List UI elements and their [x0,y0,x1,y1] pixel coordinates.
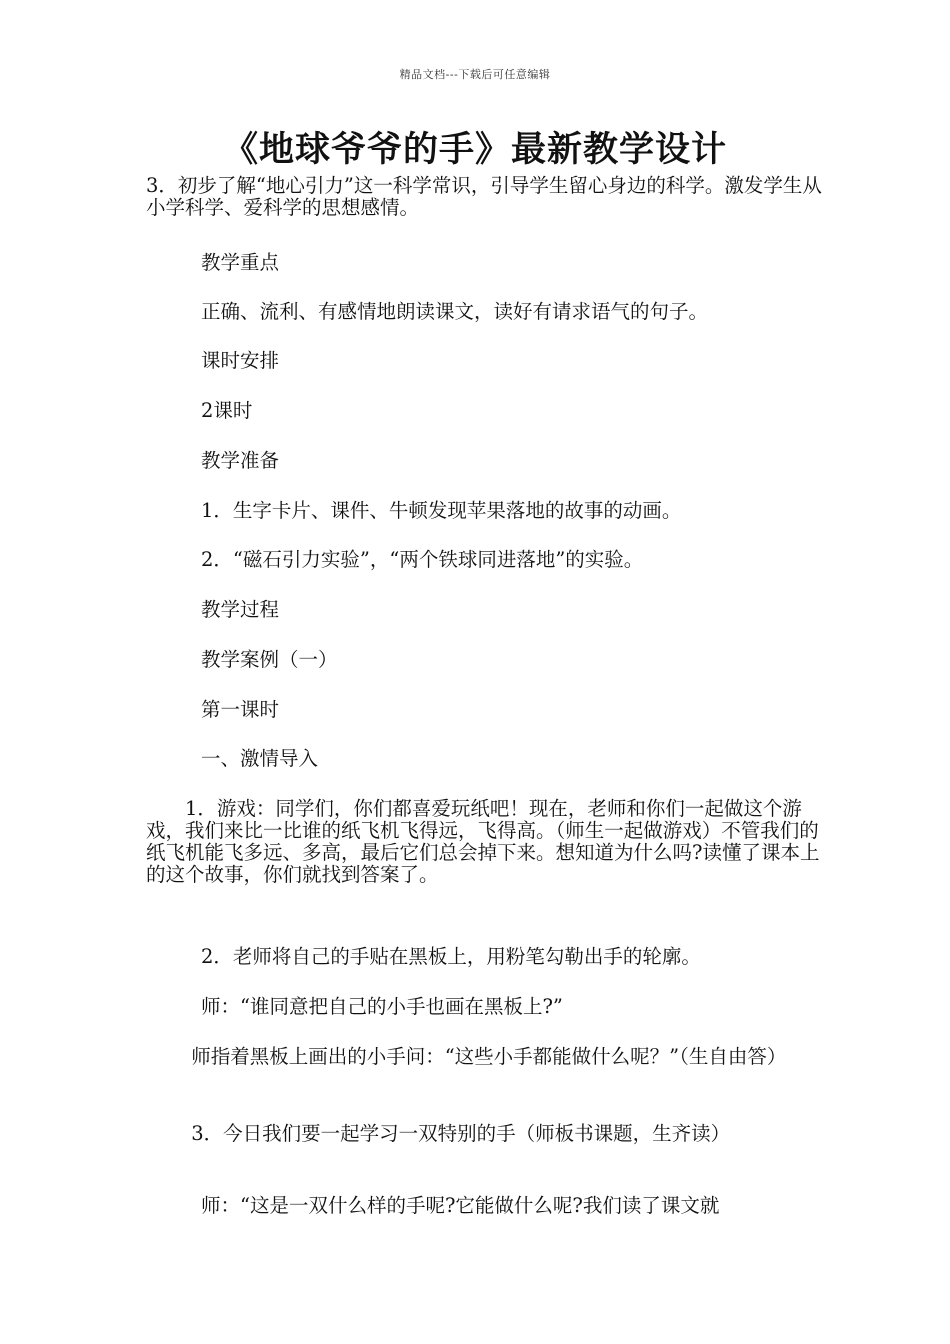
paragraph-preparation-1: 1．生字卡片、课件、牛顿发现苹果落地的故事的动画。 [201,499,682,522]
paragraph-key-points: 正确、流利、有感情地朗读课文，读好有请求语气的句子。 [201,300,709,323]
page-title: 《地球爷爷的手》最新教学设计 [222,129,727,170]
paragraph-today-lesson: 3．今日我们要一起学习一双特别的手（师板书课题，生齐读） [146,1122,731,1145]
paragraph-game: 1．游戏：同学们，你们都喜爱玩纸吧！现在，老师和你们一起做这个游戏，我们来比一比谁的纸飞机飞得远，飞得高。（师生一起做游戏）不管我们的纸飞机能飞多远、多高，最后它们总会掉下来。想知道为什么吗?读懂了课本上的这个故事，你们就找到答案了。 [146,797,820,886]
paragraph-teacher-question-3: 师：“这是一双什么样的手呢?它能做什么呢?我们读了课文就 [201,1194,720,1217]
heading-process: 教学过程 [201,598,280,621]
heading-preparation: 教学准备 [201,449,280,472]
header-note: 精品文档---下载后可任意编辑 [399,68,551,81]
paragraph-teacher-question-1: 师：“谁同意把自己的小手也画在黑板上?” [201,995,563,1018]
heading-case-one: 教学案例（一） [201,648,338,671]
heading-first-lesson: 第一课时 [201,698,280,721]
paragraph-teacher-question-2: 师指着黑板上画出的小手问：“这些小手都能做什么呢？”（生自由答） [146,1045,787,1068]
paragraph-schedule: 2课时 [201,399,253,422]
paragraph-objective-3: 3．初步了解“地心引力”这一科学常识，引导学生留心身边的科学。激发学生从小学科学、爱科学的思想感情。 [146,174,822,219]
paragraph-teacher-hand: 2．老师将自己的手贴在黑板上，用粉笔勾勒出手的轮廓。 [201,945,701,968]
paragraph-preparation-2: 2．“磁石引力实验”，“两个铁球同进落地”的实验。 [201,548,644,571]
heading-introduction: 一、激情导入 [201,747,319,770]
heading-key-points: 教学重点 [201,251,280,274]
heading-schedule: 课时安排 [201,349,280,372]
